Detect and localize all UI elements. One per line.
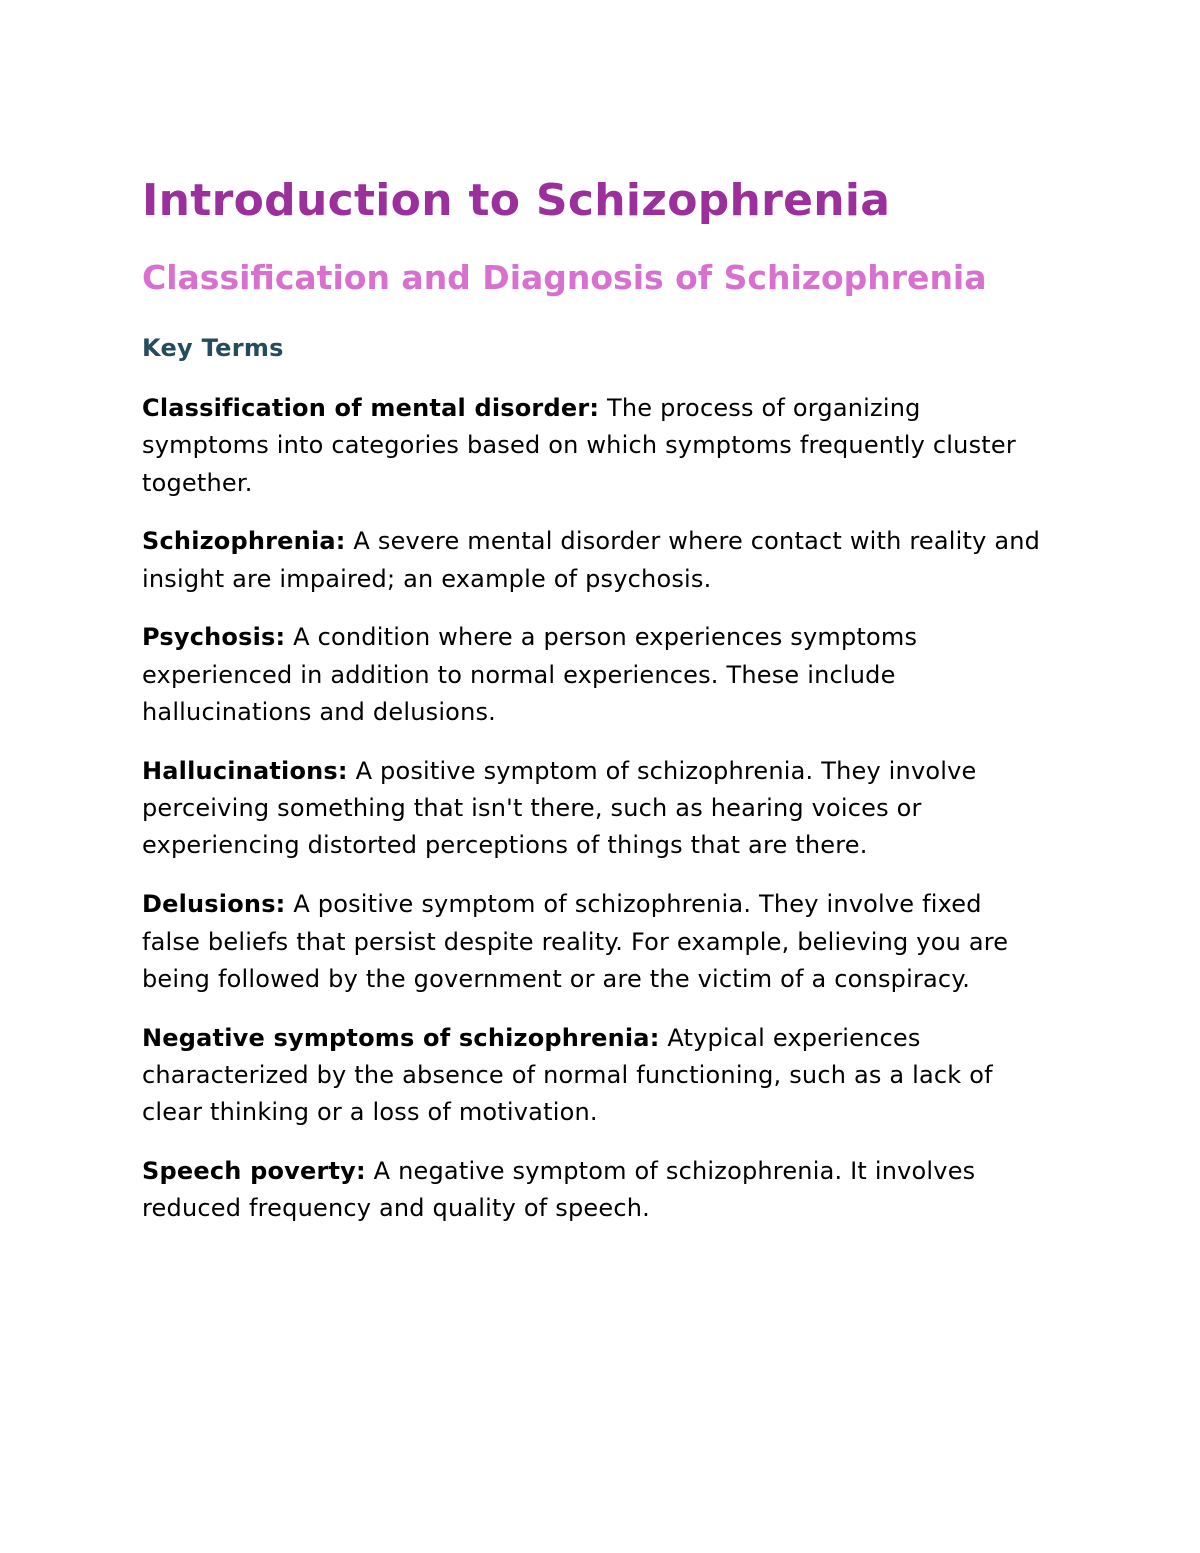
document-page (142, 172, 1042, 1249)
term-entry-psychosis (142, 619, 1042, 731)
key-terms-list (142, 390, 1042, 1228)
term-name: Speech poverty: (142, 1157, 366, 1186)
term-definition: A condition where a person experiences symptoms experienced in addition to normal experiences. These include hallucinations and delusions. (142, 623, 918, 727)
term-definition: A severe mental disorder where contact with reality and insight are impaired; an example of psychosis. (142, 527, 1041, 593)
term-name: Psychosis: (142, 623, 286, 652)
term-definition: A positive symptom of schizophrenia. They involve perceiving something that isn't there, such as hearing voices or experiencing distorted perceptions of things that are there. (142, 756, 977, 860)
term-entry-speech-poverty (142, 1153, 1042, 1228)
term-name: Hallucinations: (142, 756, 348, 785)
term-name: Schizophrenia: (142, 527, 346, 556)
document-subtitle: Classification and Diagnosis of Schizophrenia (142, 258, 987, 297)
term-definition: A positive symptom of schizophrenia. They involve fixed false beliefs that persist despite reality. For example, believing you are being followed by the government or are the victim of a conspiracy. (142, 890, 1009, 993)
term-definition: Atypical experiences characterized by the absence of normal functioning, such as a lack of clear thinking or a loss of motivation. (142, 1023, 993, 1127)
term-definition: A negative symptom of schizophrenia. It involves reduced frequency and quality of speech. (142, 1157, 976, 1223)
term-name: Delusions: (142, 890, 286, 919)
key-terms-heading: Key Terms (142, 334, 284, 362)
term-name: Classification of mental disorder: (142, 394, 600, 422)
term-entry-negative-symptoms (142, 1020, 1042, 1132)
term-entry-classification-of-mental-disorder (142, 390, 1042, 502)
document-title: Introduction to Schizophrenia (142, 175, 891, 226)
term-definition: The process of organizing symptoms into categories based on which symptoms frequently cluster together. (142, 394, 1016, 497)
term-entry-schizophrenia (142, 523, 1042, 598)
term-entry-delusions (142, 886, 1042, 998)
term-entry-hallucinations (142, 753, 1042, 865)
term-name: Negative symptoms of schizophrenia: (142, 1023, 660, 1052)
